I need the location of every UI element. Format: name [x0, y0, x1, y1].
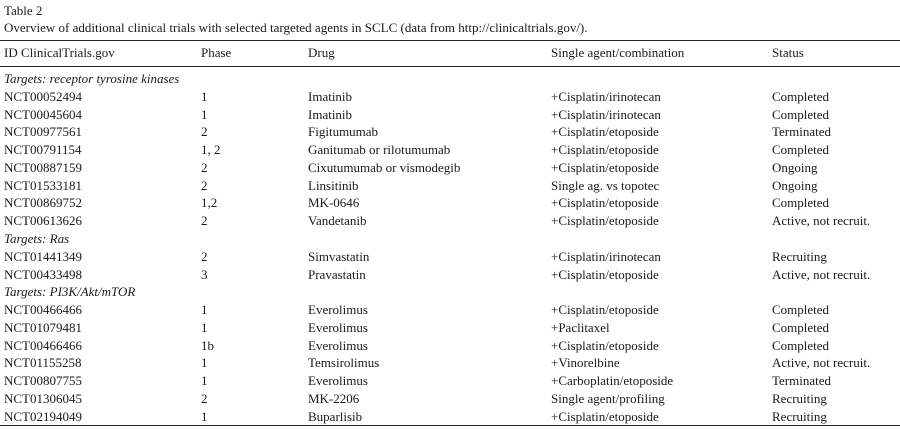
cell-phase: 1: [201, 302, 208, 318]
cell-status: Completed: [772, 337, 830, 353]
table-row: [0, 390, 900, 407]
cell-combination: +Cisplatin/irinotecan: [551, 88, 661, 104]
cell-drug: Pravastatin: [308, 266, 366, 282]
column-header-phase: Phase: [201, 45, 232, 60]
cell-combination: +Vinorelbine: [551, 355, 620, 371]
cell-drug: Cixutumumab or vismodegib: [308, 159, 461, 175]
group-header-row: [0, 230, 900, 247]
cell-trial-id: NCT00977561: [4, 124, 82, 140]
cell-status: Completed: [772, 88, 830, 104]
table-row: [0, 177, 900, 194]
cell-trial-id: NCT00613626: [4, 213, 82, 229]
group-label: Targets: receptor tyrosine kinases: [4, 71, 180, 86]
cell-trial-id: NCT00887159: [4, 159, 82, 175]
table-row: [0, 123, 900, 140]
cell-drug: Buparlisib: [308, 408, 363, 424]
cell-phase: 1, 2: [201, 142, 221, 158]
cell-combination: +Carboplatin/etoposide: [551, 373, 674, 389]
table-caption: Overview of additional clinical trials with selected targeted agents in SCLC (data from http://clinicaltrials.gov/).: [4, 20, 588, 35]
cell-status: Recruiting: [772, 408, 827, 424]
cell-trial-id: NCT00807755: [4, 373, 82, 389]
cell-drug: Linsitinib: [308, 177, 359, 193]
cell-combination: +Cisplatin/etoposide: [551, 213, 659, 229]
cell-phase: 1: [201, 373, 208, 389]
cell-trial-id: NCT00869752: [4, 195, 82, 211]
cell-phase: 2: [201, 124, 208, 140]
cell-status: Ongoing: [772, 159, 818, 175]
cell-combination: Single agent/profiling: [551, 391, 665, 407]
table-row: [0, 106, 900, 123]
table-row: [0, 266, 900, 283]
cell-combination: +Cisplatin/irinotecan: [551, 248, 661, 264]
cell-status: Ongoing: [772, 177, 818, 193]
cell-phase: 2: [201, 248, 208, 264]
cell-trial-id: NCT00466466: [4, 337, 82, 353]
group-label: Targets: PI3K/Akt/mTOR: [4, 284, 136, 300]
column-header-combination: Single agent/combination: [551, 45, 685, 60]
cell-combination: +Cisplatin/irinotecan: [551, 106, 661, 122]
cell-status: Active, not recruit.: [772, 355, 871, 371]
table-row: [0, 159, 900, 176]
cell-drug: MK-2206: [308, 391, 360, 407]
cell-drug: Temsirolimus: [308, 355, 380, 371]
cell-trial-id: NCT00791154: [4, 142, 82, 158]
table-row: [0, 319, 900, 336]
cell-trial-id: NCT01155258: [4, 355, 82, 371]
cell-status: Terminated: [772, 124, 832, 140]
cell-trial-id: NCT00433498: [4, 266, 82, 282]
cell-status: Active, not recruit.: [772, 213, 871, 229]
cell-phase: 1: [201, 408, 208, 424]
cell-trial-id: NCT01079481: [4, 319, 82, 335]
table-bottom-rule: [0, 425, 900, 426]
cell-phase: 1b: [201, 337, 214, 353]
cell-combination: +Cisplatin/etoposide: [551, 142, 659, 158]
cell-combination: +Cisplatin/etoposide: [551, 159, 659, 175]
cell-status: Completed: [772, 302, 830, 318]
cell-status: Recruiting: [772, 391, 827, 407]
cell-combination: +Cisplatin/etoposide: [551, 302, 659, 318]
table-label: Table 2: [4, 3, 43, 18]
cell-trial-id: NCT01533181: [4, 177, 82, 193]
cell-phase: 2: [201, 213, 208, 229]
cell-drug: Imatinib: [308, 106, 353, 122]
table-row: [0, 354, 900, 371]
table-row: [0, 212, 900, 229]
table-row: [0, 301, 900, 318]
cell-phase: 1: [201, 88, 208, 104]
table-row: [0, 88, 900, 105]
table-top-rule: [0, 40, 900, 41]
column-header-id: ID ClinicalTrials.gov: [4, 45, 115, 60]
cell-drug: Simvastatin: [308, 248, 370, 264]
cell-trial-id: NCT01306045: [4, 391, 82, 407]
table-row: [0, 372, 900, 389]
cell-combination: Single ag. vs topotec: [551, 177, 660, 193]
cell-status: Active, not recruit.: [772, 266, 871, 282]
cell-trial-id: NCT01441349: [4, 248, 82, 264]
cell-drug: Imatinib: [308, 88, 353, 104]
cell-combination: +Cisplatin/etoposide: [551, 337, 659, 353]
cell-phase: 2: [201, 159, 208, 175]
group-label: Targets: Ras: [4, 231, 70, 247]
cell-status: Recruiting: [772, 248, 827, 264]
cell-combination: +Cisplatin/etoposide: [551, 124, 659, 140]
cell-status: Terminated: [772, 373, 832, 389]
cell-status: Completed: [772, 195, 830, 211]
table-row: [0, 248, 900, 265]
cell-drug: Everolimus: [308, 302, 368, 318]
cell-combination: +Cisplatin/etoposide: [551, 408, 659, 424]
column-header-drug: Drug: [308, 45, 335, 60]
cell-drug: Everolimus: [308, 319, 368, 335]
cell-drug: Ganitumab or rilotumumab: [308, 142, 451, 158]
cell-status: Completed: [772, 142, 830, 158]
cell-phase: 1: [201, 355, 208, 371]
table-row: [0, 194, 900, 211]
header-rule: [0, 66, 900, 67]
cell-trial-id: NCT00052494: [4, 88, 82, 104]
cell-phase: 1,2: [201, 195, 218, 211]
cell-phase: 1: [201, 106, 208, 122]
cell-trial-id: NCT00466466: [4, 302, 82, 318]
table-row: [0, 337, 900, 354]
cell-phase: 2: [201, 177, 208, 193]
cell-trial-id: NCT02194049: [4, 408, 82, 424]
cell-drug: Everolimus: [308, 337, 368, 353]
cell-combination: +Cisplatin/etoposide: [551, 195, 659, 211]
cell-drug: MK-0646: [308, 195, 360, 211]
cell-trial-id: NCT00045604: [4, 106, 82, 122]
cell-status: Completed: [772, 106, 830, 122]
column-header-status: Status: [772, 45, 804, 60]
group-header-row: [0, 283, 900, 300]
cell-combination: +Paclitaxel: [551, 319, 610, 335]
table-row: [0, 408, 900, 425]
cell-combination: +Cisplatin/etoposide: [551, 266, 659, 282]
cell-drug: Everolimus: [308, 373, 368, 389]
cell-drug: Vandetanib: [308, 213, 367, 229]
cell-status: Completed: [772, 319, 830, 335]
group-header-row: [0, 70, 900, 87]
cell-phase: 2: [201, 391, 208, 407]
table-row: [0, 141, 900, 158]
cell-phase: 1: [201, 319, 208, 335]
cell-drug: Figitumumab: [308, 124, 379, 140]
cell-phase: 3: [201, 266, 208, 282]
